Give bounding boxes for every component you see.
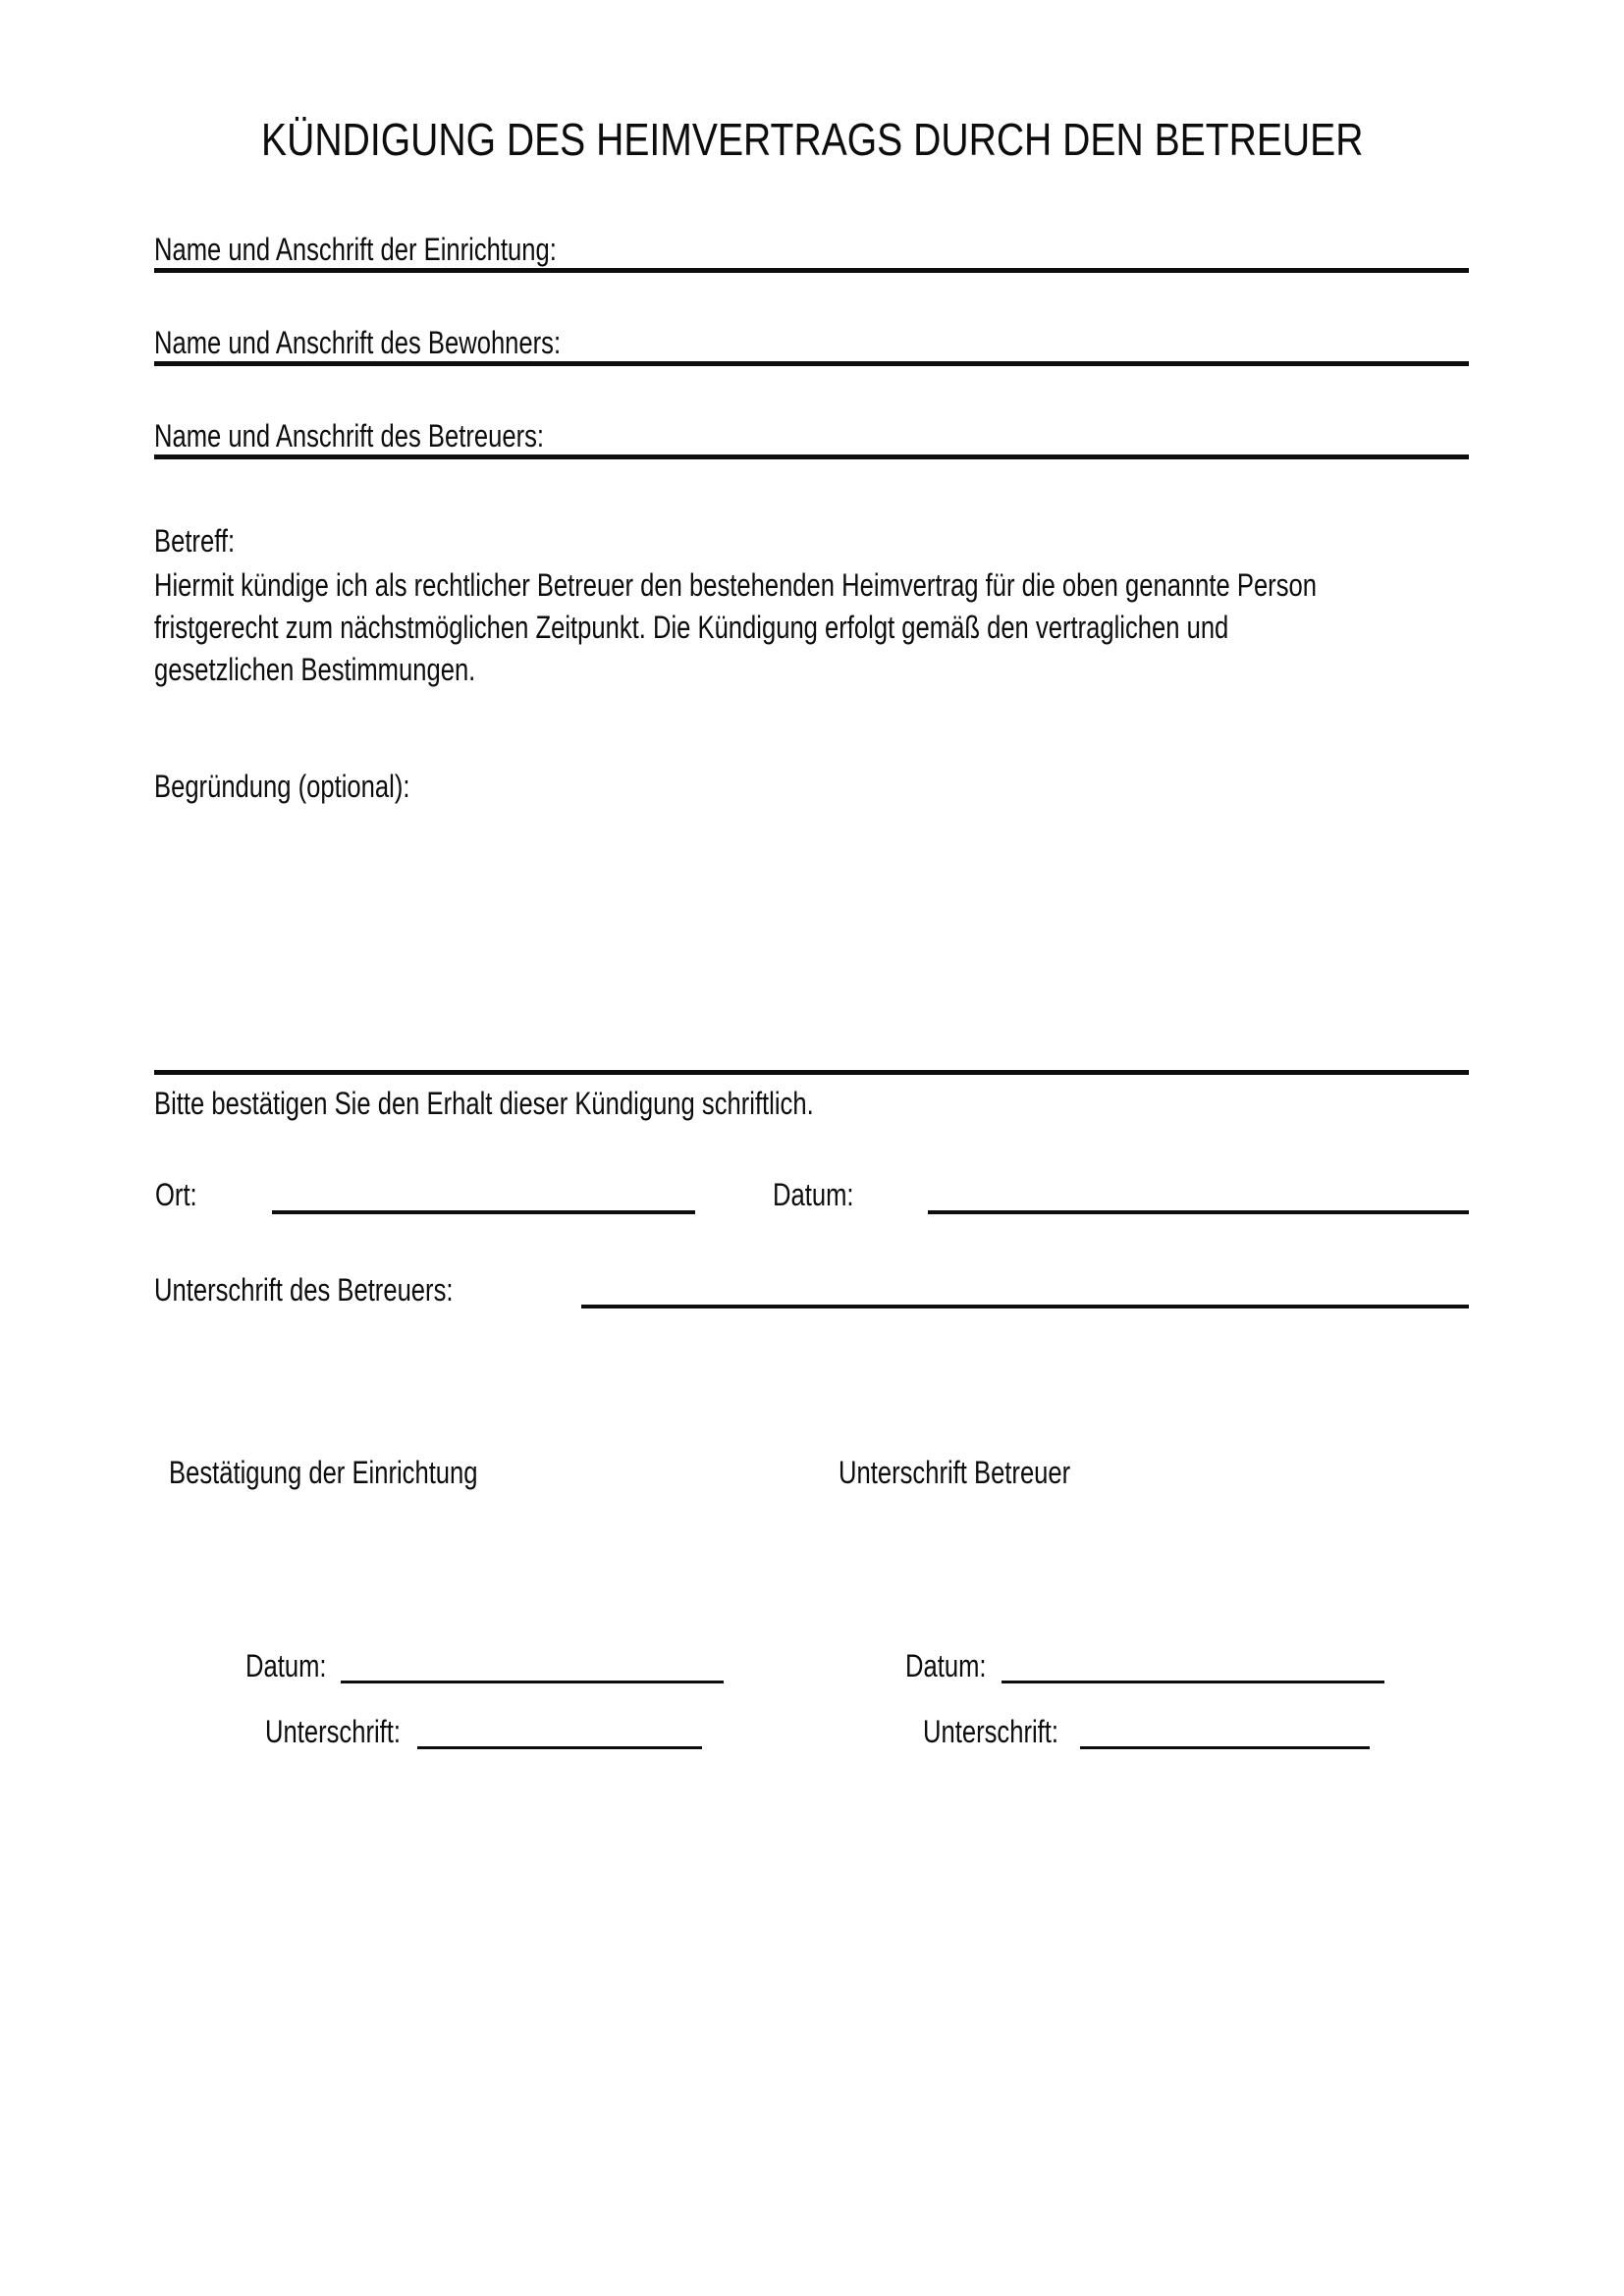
- facility-confirmation-heading: Bestätigung der Einrichtung: [169, 1455, 478, 1490]
- date-fill-line[interactable]: [928, 1210, 1469, 1214]
- subject-paragraph-line-2: fristgerecht zum nächstmöglichen Zeitpunkt. Die Kündigung erfolgt gemäß den vertraglichen und: [154, 610, 1229, 645]
- subject-paragraph-line-3: gesetzlichen Bestimmungen.: [154, 652, 476, 687]
- guardian-date-label: Datum:: [905, 1648, 987, 1683]
- subject-paragraph: [154, 564, 1607, 691]
- reason-fill-area[interactable]: [154, 820, 1469, 1065]
- guardian-signature-label: Unterschrift des Betreuers:: [154, 1272, 454, 1308]
- guardian-field-label: Name und Anschrift des Betreuers:: [154, 418, 544, 454]
- resident-field-label: Name und Anschrift des Bewohners:: [154, 325, 562, 360]
- date-label: Datum:: [773, 1177, 854, 1212]
- guardian-date-fill-line[interactable]: [1001, 1681, 1384, 1683]
- subject-label: Betreff:: [154, 523, 236, 559]
- subject-paragraph-line-1: Hiermit kündige ich als rechtlicher Betreuer den bestehenden Heimvertrag für die oben genannte Person: [154, 567, 1317, 603]
- place-fill-line[interactable]: [272, 1210, 695, 1214]
- facility-date-fill-line[interactable]: [341, 1681, 724, 1683]
- resident-field-line[interactable]: [154, 361, 1469, 366]
- place-label: Ort:: [155, 1177, 197, 1212]
- facility-date-label: Datum:: [245, 1648, 327, 1683]
- facility-signature-fill-line[interactable]: [417, 1746, 702, 1749]
- guardian-field-line[interactable]: [154, 454, 1469, 459]
- guardian-signature-heading: Unterschrift Betreuer: [839, 1455, 1071, 1490]
- reason-label: Begründung (optional):: [154, 769, 410, 804]
- guardian-confirm-signature-label: Unterschrift:: [923, 1714, 1058, 1749]
- facility-field-label: Name und Anschrift der Einrichtung:: [154, 232, 557, 267]
- receipt-note: Bitte bestätigen Sie den Erhalt dieser Kündigung schriftlich.: [154, 1086, 814, 1121]
- page-title: [0, 114, 1624, 165]
- facility-signature-label: Unterschrift:: [265, 1714, 401, 1749]
- page-title-text: KÜNDIGUNG DES HEIMVERTRAGS DURCH DEN BETREUER: [260, 114, 1364, 165]
- guardian-confirm-signature-fill-line[interactable]: [1080, 1746, 1370, 1749]
- facility-field-line[interactable]: [154, 268, 1469, 273]
- guardian-signature-fill-line[interactable]: [581, 1305, 1469, 1308]
- receipt-divider-line: [154, 1070, 1469, 1075]
